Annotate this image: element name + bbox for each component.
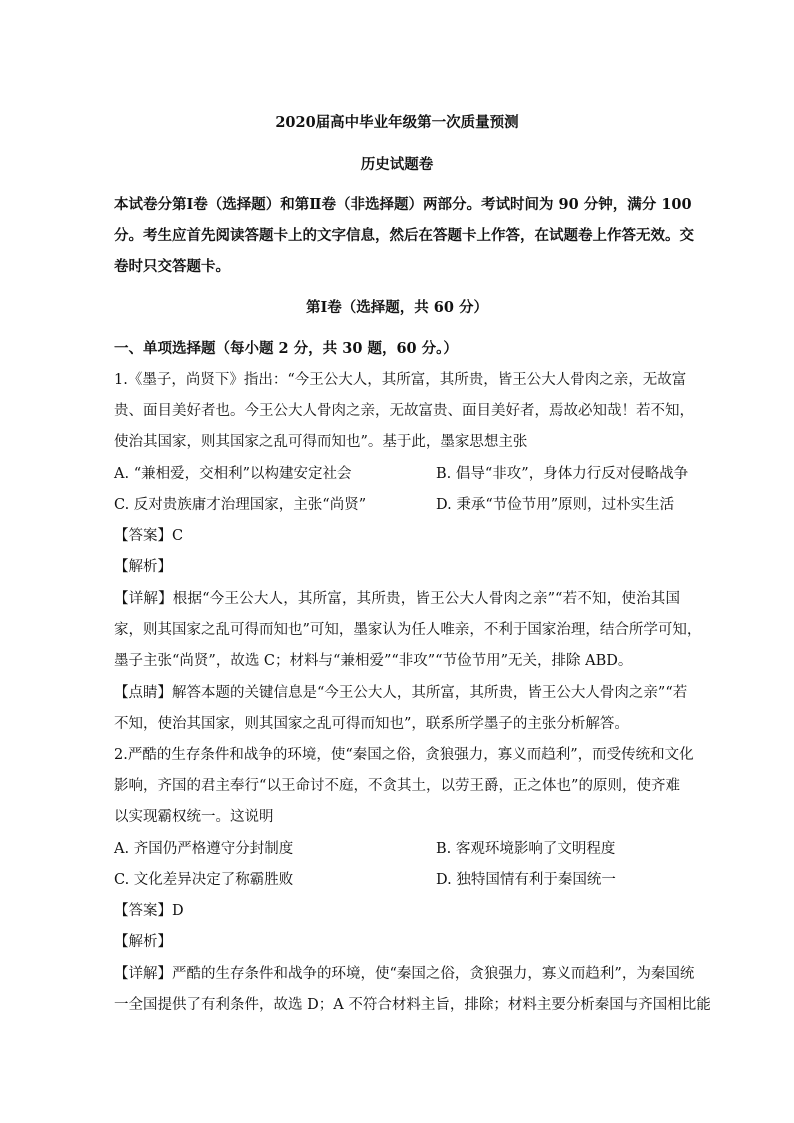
q2-stem-line-1: 2.严酷的生存条件和战争的环境，使“秦国之俗，贪狼强力，寡义而趋利”，而受传统和文化 — [114, 747, 694, 763]
intro-line-3: 卷时只交答题卡。 — [114, 258, 230, 275]
section-title: 第Ⅰ卷（选择题，共 60 分） — [305, 299, 489, 316]
q1-analysis-label: 【解析】 — [114, 559, 172, 575]
intro-line-1: 本试卷分第Ⅰ卷（选择题）和第Ⅱ卷（非选择题）两部分。考试时间为 90 分钟，满分 100 — [114, 196, 692, 213]
q1-option-d: D. 秉承“节俭节用”原则，过朴实生活 — [436, 497, 675, 513]
q1-detail-line-1: 【详解】根据“今王公大人，其所富，其所贵，皆王公大人骨肉之亲”“若不知，使治其国 — [114, 591, 680, 607]
q2-option-c: C. 文化差异决定了称霸胜败 — [114, 872, 294, 888]
page-title: 2020届高中毕业年级第一次质量预测 — [275, 114, 519, 131]
q2-answer: 【答案】D — [114, 903, 184, 919]
q2-option-b: B. 客观环境影响了文明程度 — [436, 841, 616, 857]
q1-tip-line-2: 不知，使治其国家，则其国家之乱可得而知也”，联系所学墨子的主张分析解答。 — [114, 716, 629, 732]
q1-detail-line-2: 家，则其国家之乱可得而知也”可知，墨家认为任人唯亲，不利于国家治理，结合所学可知， — [114, 622, 702, 638]
q2-detail-line-2: 一全国提供了有利条件，故选 D；A 不符合材料主旨，排除；材料主要分析秦国与齐国相比能 — [114, 997, 711, 1013]
q1-answer: 【答案】C — [114, 528, 184, 544]
q2-analysis-label: 【解析】 — [114, 934, 172, 950]
q1-stem-line-1: 1.《墨子，尚贤下》指出：“今王公大人，其所富，其所贵，皆王公大人骨肉之亲，无故富 — [114, 372, 687, 388]
q2-option-d: D. 独特国情有利于秦国统一 — [436, 872, 616, 888]
q2-option-a: A. 齐国仍严格遵守分封制度 — [114, 841, 294, 857]
q1-tip-line-1: 【点睛】解答本题的关键信息是“今王公大人，其所富，其所贵，皆王公大人骨肉之亲”“若 — [114, 685, 688, 701]
q2-stem-line-3: 以实现霸权统一。这说明 — [114, 809, 274, 825]
part-heading: 一、单项选择题（每小题 2 分，共 30 题，60 分。） — [114, 340, 458, 357]
q2-stem-line-2: 影响，齐国的君主奉行“以王命讨不庭，不贪其土，以劳王爵，正之体也”的原则，使齐难 — [114, 778, 680, 794]
q1-detail-line-3: 墨子主张“尚贤”，故选 C；材料与“兼相爱”“非攻”“节俭节用”无关，排除 ABD。 — [114, 653, 633, 669]
q1-option-a: A. “兼相爱，交相利”以构建安定社会 — [114, 466, 352, 482]
q1-option-c: C. 反对贵族庸才治理国家，主张“尚贤” — [114, 497, 367, 513]
q1-option-b: B. 倡导“非攻”，身体力行反对侵略战争 — [436, 466, 689, 482]
q1-stem-line-3: 使治其国家，则其国家之乱可得而知也”。基于此，墨家思想主张 — [114, 434, 528, 450]
q1-stem-line-2: 贵、面目美好者也。今王公大人骨肉之亲，无故富贵、面目美好者，焉故必知哉！若不知， — [114, 403, 694, 419]
page-subtitle: 历史试题卷 — [360, 156, 434, 173]
intro-line-2: 分。考生应首先阅读答题卡上的文字信息，然后在答题卡上作答，在试题卷上作答无效。交 — [114, 227, 694, 244]
q2-detail-line-1: 【详解】严酷的生存条件和战争的环境，使“秦国之俗，贪狼强力，寡义而趋利”，为秦国统 — [114, 966, 695, 982]
